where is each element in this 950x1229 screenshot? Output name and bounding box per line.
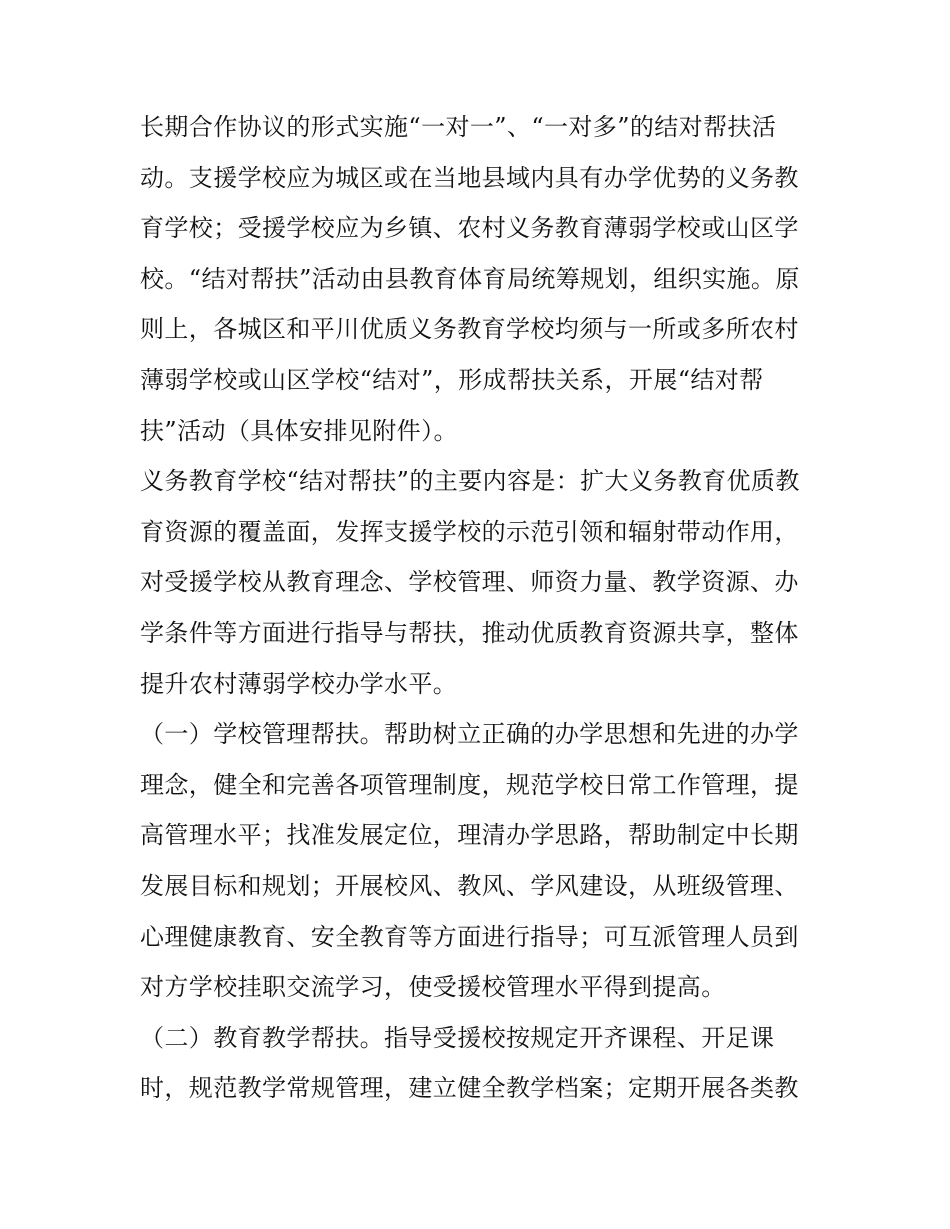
paragraph-pairing-form [140,102,830,456]
text-line: 则上，各城区和平川优质义务教育学校均须与一所或多所农村 [140,315,799,344]
paragraph-teaching-support [140,1013,830,1114]
text-line: 高管理水平；找准发展定位，理清办学思路，帮助制定中长期 [140,821,799,850]
text-line: 动。支援学校应为城区或在当地县域内具有办学优势的义务教 [140,163,799,192]
text-line: 长期合作协议的形式实施“一对一”、“一对多”的结对帮扶活 [140,113,777,141]
text-line: 薄弱学校或山区学校“结对”，形成帮扶关系，开展“结对帮 [140,365,764,394]
paragraph-main-content [140,456,830,709]
text-line: 扶”活动（具体安排见附件）。 [140,416,458,445]
text-line: 对受援学校从教育理念、学校管理、师资力量、教学资源、办 [140,568,799,597]
text-line: 育学校；受援学校应为乡镇、农村义务教育薄弱学校或山区学 [140,214,799,243]
text-line: 发展目标和规划；开展校风、教风、学风建设，从班级管理、 [140,871,799,900]
text-line: 心理健康教育、安全教育等方面进行指导；可互派管理人员到 [140,922,799,951]
document-body [140,102,830,1114]
text-line: 义务教育学校“结对帮扶”的主要内容是：扩大义务教育优质教 [140,467,800,496]
text-line: 学条件等方面进行指导与帮扶，推动优质教育资源共享，整体 [140,618,799,647]
text-line: 时，规范教学常规管理，建立健全教学档案；定期开展各类教 [140,1074,799,1103]
text-line: 校。“结对帮扶”活动由县教育体育局统筹规划，组织实施。原 [140,264,800,293]
text-line: 理念，健全和完善各项管理制度，规范学校日常工作管理，提 [140,770,799,799]
text-line: （二）教育教学帮扶。指导受援校按规定开齐课程、开足课 [140,1023,775,1052]
paragraph-school-management [140,709,830,1013]
text-line: （一）学校管理帮扶。帮助树立正确的办学思想和先进的办学 [140,720,799,749]
text-line: 对方学校挂职交流学习，使受援校管理水平得到提高。 [140,973,726,1002]
text-line: 育资源的覆盖面，发挥支援学校的示范引领和辐射带动作用， [140,517,799,546]
text-line: 提升农村薄弱学校办学水平。 [140,669,458,698]
